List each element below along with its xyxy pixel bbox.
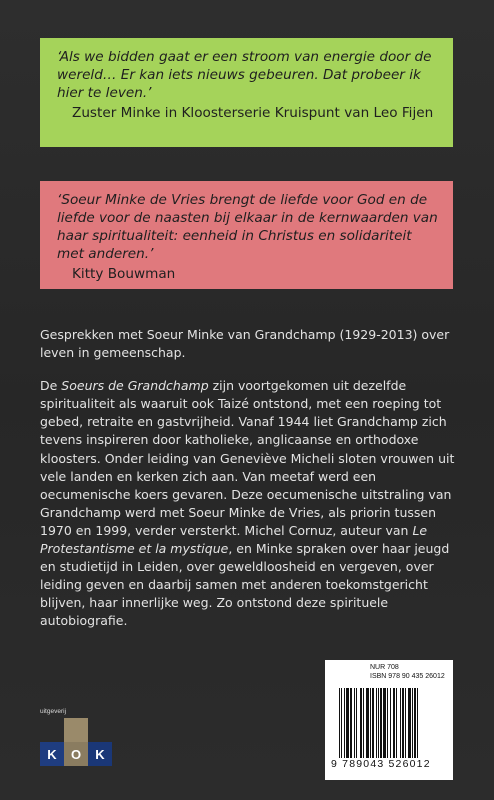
blurb-intro: Gesprekken met Soeur Minke van Grandchamp (1929-2013) over leven in gemeenschap.	[40, 327, 450, 361]
barcode-bars	[339, 688, 445, 758]
barcode-bar	[383, 688, 386, 758]
barcode-label	[325, 660, 453, 780]
barcode-bar	[390, 688, 391, 758]
logo-square	[64, 718, 88, 742]
barcode-bar	[372, 688, 374, 758]
barcode-bar	[354, 688, 355, 758]
barcode-bar	[387, 688, 388, 758]
barcode-bar	[400, 688, 401, 758]
text-span: De	[40, 378, 62, 394]
nur-code: NUR 708	[370, 664, 399, 671]
barcode-bar	[396, 688, 397, 758]
quote-attribution: Zuster Minke in Kloosterserie Kruispunt van Leo Fijen	[72, 105, 434, 121]
book-title-italic: Le Protestantisme et la mystique	[40, 522, 428, 557]
text-span: zijn voortgekomen uit dezelfde spiritualiteit als waaruit ook Taizé ontstond, met een roeping tot gebed, retraite en gastvrijheid. Vanaf 1944 liet Grandchamp zich tevens inspireren door katholieke, anglicaanse en orthodoxe kloosters. Onder leiding van Geneviève Micheli sloten vrouwen uit vele landen en kerken zich aan. Van meetaf werd een oecumenische koers gevaren. Deze oecumenische uitstraling van Grandchamp werd met Soeur Minke de Vries, als priorin tussen 1970 en 1999, verder versterkt. Michel Cornuz, auteur van	[40, 378, 455, 538]
quote-box-pink	[40, 181, 453, 289]
barcode-bar	[341, 688, 342, 758]
barcode-bar	[412, 688, 413, 758]
barcode-bar	[370, 688, 371, 758]
blurb	[40, 326, 460, 646]
kok-logo	[40, 718, 116, 768]
quote-box-green	[40, 38, 453, 147]
barcode-bar	[363, 688, 364, 758]
barcode-bar	[405, 688, 406, 758]
barcode-bar	[378, 688, 379, 758]
isbn-number: ISBN 978 90 435 26012	[370, 673, 445, 680]
quote-attribution: Kitty Bouwman	[72, 266, 176, 282]
barcode-bar	[402, 688, 404, 758]
logo-letter: K	[95, 747, 105, 762]
logo-letter: O	[70, 747, 82, 762]
text-span: , en Minke spraken over haar jeugd en studietijd in Leiden, over geweldloosheid en vergeven, over leiding geven en daarbij samen met anderen toekomstgericht blijven, haar innerlijke weg. Zo ontstond deze spirituele autobiografie.	[40, 541, 450, 629]
title-italic: Soeurs de Grandchamp	[61, 378, 209, 394]
barcode-bar	[356, 688, 357, 758]
publisher-logo	[40, 708, 116, 768]
barcode-bar	[408, 688, 411, 758]
barcode-bar	[350, 688, 352, 758]
barcode-bar	[380, 688, 382, 758]
publisher-label: uitgeverij	[40, 708, 67, 715]
barcode-bar	[414, 688, 416, 758]
ean-digits: 9 789043 526012	[331, 758, 431, 770]
barcode-bar	[417, 688, 418, 758]
logo-letter: K	[47, 747, 57, 762]
barcode-bar	[346, 688, 349, 758]
barcode-bar	[339, 688, 340, 758]
quote-text: ‘Soeur Minke de Vries brengt de liefde voor God en de liefde voor de naasten bij elkaar in de kernwaarden van haar spiritualiteit: eenheid in Christus en solidariteit met anderen.’	[57, 192, 438, 262]
quote-text: ‘Als we bidden gaat er een stroom van energie door de wereld… Er kan iets nieuws gebeuren. Dat probeer ik hier te leven.’	[57, 49, 432, 101]
barcode-bar	[393, 688, 395, 758]
barcode-bar	[376, 688, 377, 758]
barcode-bar	[366, 688, 369, 758]
barcode-bar	[360, 688, 362, 758]
blurb-paragraph	[40, 377, 460, 630]
barcode-bar	[344, 688, 345, 758]
